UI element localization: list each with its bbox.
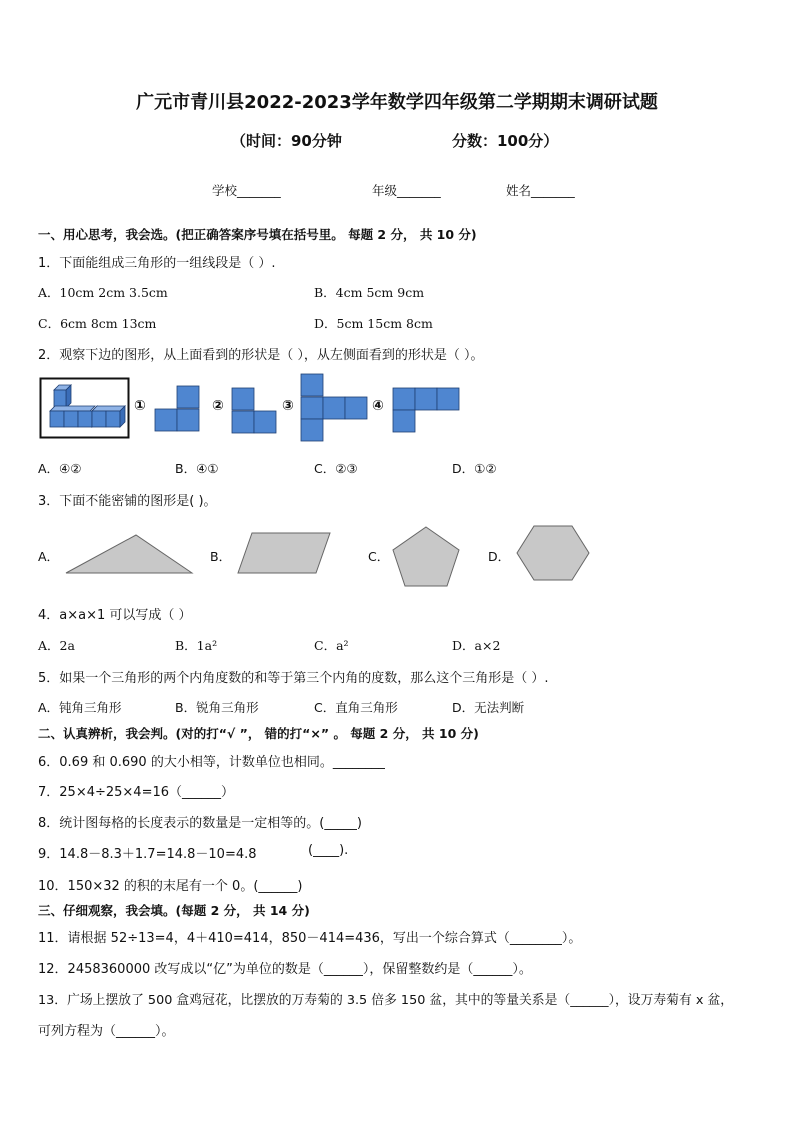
section-2-heading: 二、认真辨析，我会判。(对的打“√ ”， 错的打“×” 。 每题 2 分， 共 10 分) (38, 726, 479, 741)
q4-option-d: D．a×2 (452, 638, 501, 653)
q5-option-d: D．无法判断 (452, 700, 525, 715)
name-field: 姓名_______ (506, 183, 575, 198)
exam-score: 分数：100分） (452, 132, 559, 150)
question-6: 6．0.69 和 0.690 的大小相等，计数单位也相同。________ (38, 755, 385, 770)
exam-time: （时间：90分钟 (231, 132, 342, 150)
q2-label-1: ① (134, 398, 146, 414)
q3-pentagon-shape (391, 526, 461, 588)
q2-figure-1 (154, 386, 200, 432)
question-9-blank: (____). (308, 843, 349, 858)
q2-cube-figure (40, 378, 130, 438)
q2-label-3: ③ (282, 398, 294, 414)
q2-option-d: D．①② (452, 461, 497, 476)
q1-option-b: B．4cm 5cm 9cm (314, 285, 425, 300)
question-5: 5．如果一个三角形的两个内角度数的和等于第三个内角的度数，那么这个三角形是（ ）. (38, 671, 549, 686)
q1-option-a: A．10cm 2cm 3.5cm (38, 285, 168, 300)
q1-option-c: C．6cm 8cm 13cm (38, 316, 157, 331)
question-10: 10．150×32 的积的末尾有一个 0。(______) (38, 879, 303, 894)
question-2: 2．观察下边的图形，从上面看到的形状是（ ），从左侧面看到的形状是（ ）。 (38, 348, 484, 363)
q2-label-4: ④ (372, 398, 384, 414)
question-7: 7．25×4÷25×4=16（______） (38, 785, 235, 800)
q5-option-c: C．直角三角形 (314, 700, 398, 715)
q2-figure-4 (392, 388, 462, 434)
question-4: 4．a×a×1 可以写成（ ） (38, 608, 192, 623)
q5-option-a: A．钝角三角形 (38, 700, 122, 715)
question-3: 3．下面不能密铺的图形是( )。 (38, 494, 217, 509)
school-field: 学校_______ (212, 183, 281, 198)
section-3-heading: 三、仔细观察，我会填。(每题 2 分， 共 14 分) (38, 903, 310, 918)
question-12: 12．2458360000 改写成以“亿”为单位的数是（______），保留整数约是（______）。 (38, 962, 532, 977)
question-13-continued: 可列方程为（______）。 (38, 1024, 175, 1039)
q2-figure-3 (300, 374, 370, 442)
q3-option-a: A． (38, 549, 60, 564)
q3-option-b: B． (210, 549, 232, 564)
page-title: 广元市青川县2022-2023学年数学四年级第二学期期末调研试题 (136, 92, 658, 113)
q2-label-2: ② (212, 398, 224, 414)
q2-option-a: A．④② (38, 461, 82, 476)
q5-option-b: B．锐角三角形 (175, 700, 259, 715)
q1-option-d: D．5cm 15cm 8cm (314, 316, 433, 331)
q4-option-c: C．a² (314, 638, 349, 653)
q2-option-c: C．②③ (314, 461, 358, 476)
q3-hexagon-shape (516, 525, 590, 581)
q3-option-c: C． (368, 549, 390, 564)
question-11: 11．请根据 52÷13=4，4＋410=414，850－414=436，写出一个综合算式（________）。 (38, 931, 582, 946)
section-1-heading: 一、用心思考，我会选。(把正确答案序号填在括号里。 每题 2 分， 共 10 分) (38, 227, 477, 242)
question-8: 8．统计图每格的长度表示的数量是一定相等的。(_____) (38, 816, 362, 831)
question-1: 1．下面能组成三角形的一组线段是（ ）. (38, 256, 276, 271)
q4-option-b: B．1a² (175, 638, 218, 653)
q3-triangle-shape (64, 533, 194, 575)
q2-option-b: B．④① (175, 461, 219, 476)
q3-parallelogram-shape (236, 531, 332, 575)
q3-option-d: D． (488, 549, 511, 564)
q4-option-a: A．2a (38, 638, 75, 653)
question-9: 9．14.8－8.3＋1.7=14.8－10=4.8 (38, 847, 257, 862)
question-13: 13．广场上摆放了 500 盒鸡冠花，比摆放的万寿菊的 3.5 倍多 150 盆，其中的等量关系是（______），设万寿菊有 x 盆， (38, 993, 734, 1008)
q2-figure-2 (231, 388, 277, 434)
grade-field: 年级_______ (372, 183, 441, 198)
